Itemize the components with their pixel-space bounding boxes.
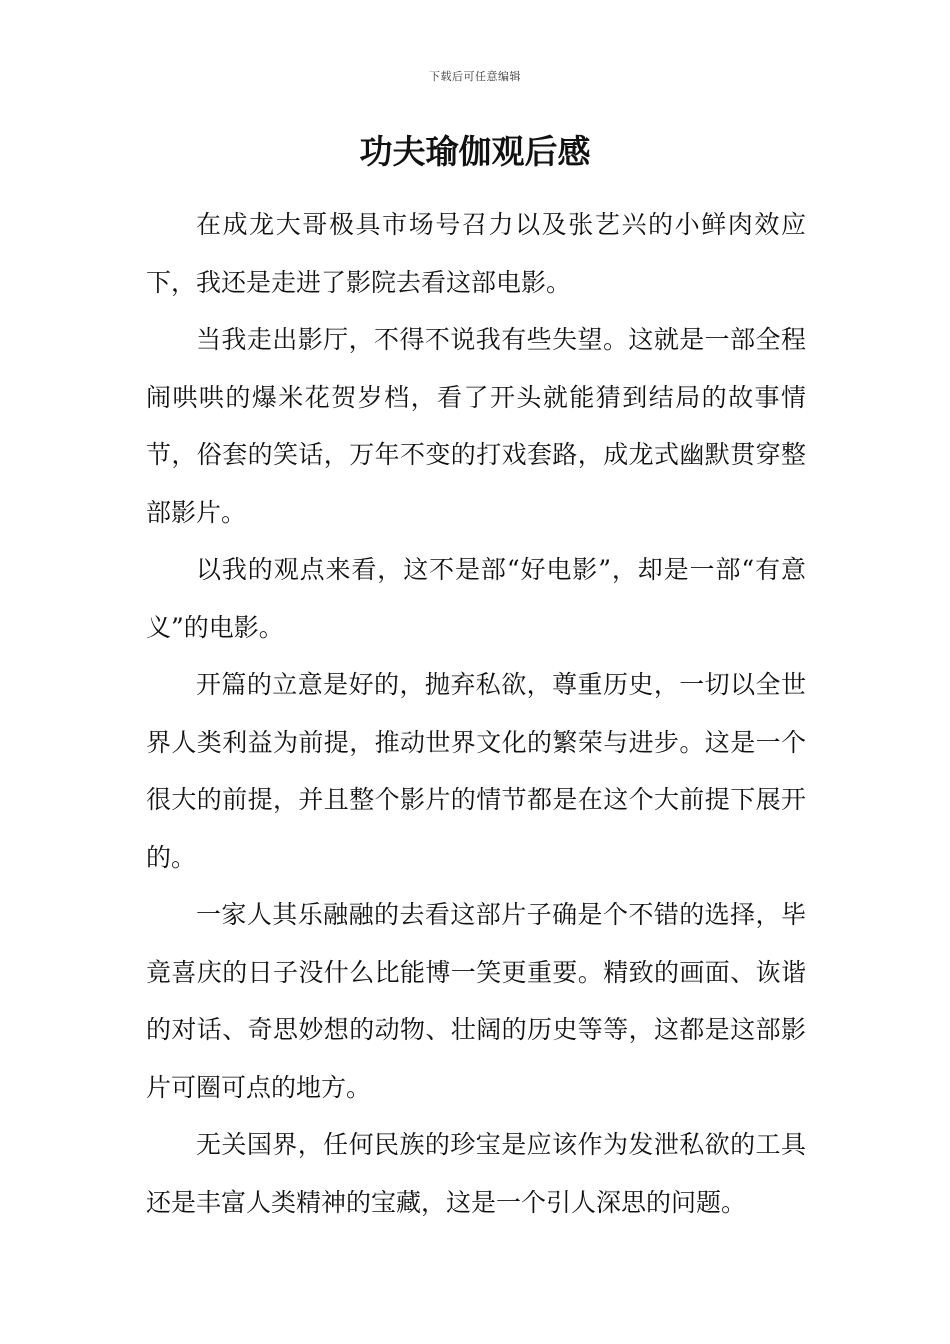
paragraph: 无关国界，任何民族的珍宝是应该作为发泄私欲的工具还是丰富人类精神的宝藏，这是一个引人深思的问题。: [146, 1130, 806, 1217]
paragraph: 在成龙大哥极具市场号召力以及张艺兴的小鲜肉效应下，我还是走进了影院去看这部电影。: [146, 210, 806, 297]
document-title: 功夫瑜伽观后感: [359, 132, 591, 171]
header-note: 下载后可任意编辑: [429, 70, 521, 83]
paragraph: 开篇的立意是好的，抛弃私欲，尊重历史，一切以全世界人类利益为前提，推动世界文化的繁荣与进步。这是一个很大的前提，并且整个影片的情节都是在这个大前提下展开的。: [146, 670, 806, 872]
paragraph: 一家人其乐融融的去看这部片子确是个不错的选择，毕竟喜庆的日子没什么比能博一笑更重要。精致的画面、诙谐的对话、奇思妙想的动物、壮阔的历史等等，这都是这部影片可圈可点的地方。: [146, 900, 806, 1102]
paragraph: 以我的观点来看，这不是部“好电影”，却是一部“有意义”的电影。: [146, 555, 806, 642]
paragraph: 当我走出影厅，不得不说我有些失望。这就是一部全程闹哄哄的爆米花贺岁档，看了开头就能猜到结局的故事情节，俗套的笑话，万年不变的打戏套路，成龙式幽默贯穿整部影片。: [146, 325, 806, 527]
document-body: [146, 196, 806, 1231]
